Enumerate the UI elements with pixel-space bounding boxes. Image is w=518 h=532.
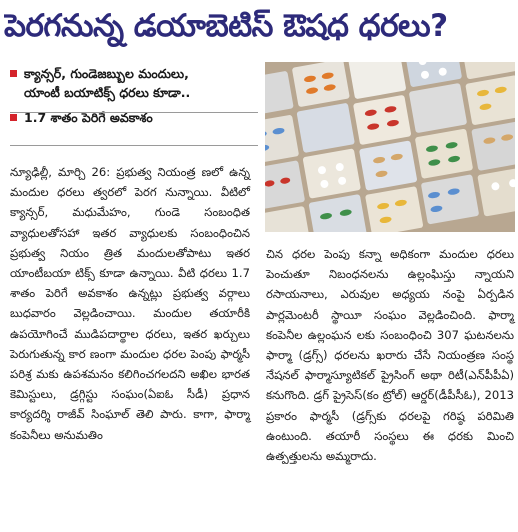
highlights-list bbox=[10, 64, 256, 133]
red-square-bullet-icon bbox=[10, 70, 17, 77]
bullet-divider bbox=[10, 145, 258, 146]
article-photo-pills bbox=[265, 62, 515, 232]
headline: పెరగనున్న డయాబెటిస్ ఔషధ ధరలు? bbox=[4, 8, 448, 44]
pills-blister-icon bbox=[265, 62, 515, 232]
highlight-line: 1.7 శాతం పెరిగే అవకాశం bbox=[24, 110, 153, 125]
highlight-item bbox=[10, 64, 256, 102]
article-body-text: న్యూఢిల్లీ, మార్చి 26: ప్రభుత్వ నియంత్ర ణలో ఉన్న మందుల ధరలు త్వరలో పెరగ నున్నాయి. వీటిలో క్యాన్సర్, మధుమేహం, గుండె సంబంధిత వ్యాధులతోసహా ఇతర వ్యాధులకు సంబంధించిన ప్రభుత్వ నియం త్రిత మందులతోపాటు ఇతర యాంటీబయా టిక్స్ కూడా ఉన్నాయి. వీటి ధరలు 1.7 శాతం పెరిగే అవకాశం ఉన్నట్లు ప్రభుత్వ వర్గాలు బుధవారం వెల్లడించాయి. మందుల తయారీకి ఉపయోగించే ముడిపదార్థాల ధరలు, ఇతర ఖర్చులు పెరుగుతున్న కార ణంగా మందుల ధరల పెంపు ఫార్మసీ పరిశ్ర మకు ఉపశమనం కలిగించగలదని అఖిల భారత కెమిస్టులు, డ్రగ్గిస్టు సంఘం(ఏఐఓ సీడీ) ప్రధాన కార్యదర్శి రాజీవ్ సింఘాల్ తెలి పారు. కాగా, ఫార్మా కంపెనీలు అనుమతిం bbox=[10, 165, 250, 442]
red-square-bullet-icon bbox=[10, 114, 17, 121]
highlight-item bbox=[10, 108, 256, 127]
article-column-left bbox=[10, 162, 250, 445]
article-column-right bbox=[266, 244, 514, 466]
highlight-line: యాంటీ బయాటిక్స్ ధరలు కూడా.. bbox=[24, 85, 191, 100]
article-body-text: చిన ధరల పెంపు కన్నా అధికంగా మందుల ధరలు పెంచుతూ నిబంధనలను ఉల్లంఘిస్తు న్నాయని రసాయనాలు, ఎరువుల అధ్యయ నంపై ఏర్పడిన పార్లమెంటరీ స్థాయీ సంఘం వెల్లడించింది. ఫార్మా కంపెనీల ఉల్లంఘన లకు సంబంధించి 307 ఘటనలను ఫార్మా (డ్రగ్స్) ధరలను ఖరారు చేసే నియంత్రణ సంస్థ నేషనల్ ఫార్మాస్యూటికల్ ప్రైసింగ్ అథా రిటీ(ఎన్‌పీపీఏ) కనుగొంది. డ్రగ్ ప్రైసెస్(కం ట్రోల్) ఆర్డర్(డీపీసీఓ), 2013 ప్రకారం ఫార్మసీ (డ్రగ్స్‌కు ధరలపై గరిష్ఠ పరిమితి ఉంటుంది. తయారీ సంస్థలు ఈ ధరకు మించి ఉత్పత్తులను అమ్మరాదు. bbox=[266, 247, 514, 464]
highlight-text-group bbox=[24, 64, 190, 102]
bullet-divider bbox=[10, 112, 258, 113]
highlight-line: క్యాన్సర్, గుండెజబ్బుల మందులు, bbox=[24, 66, 189, 81]
